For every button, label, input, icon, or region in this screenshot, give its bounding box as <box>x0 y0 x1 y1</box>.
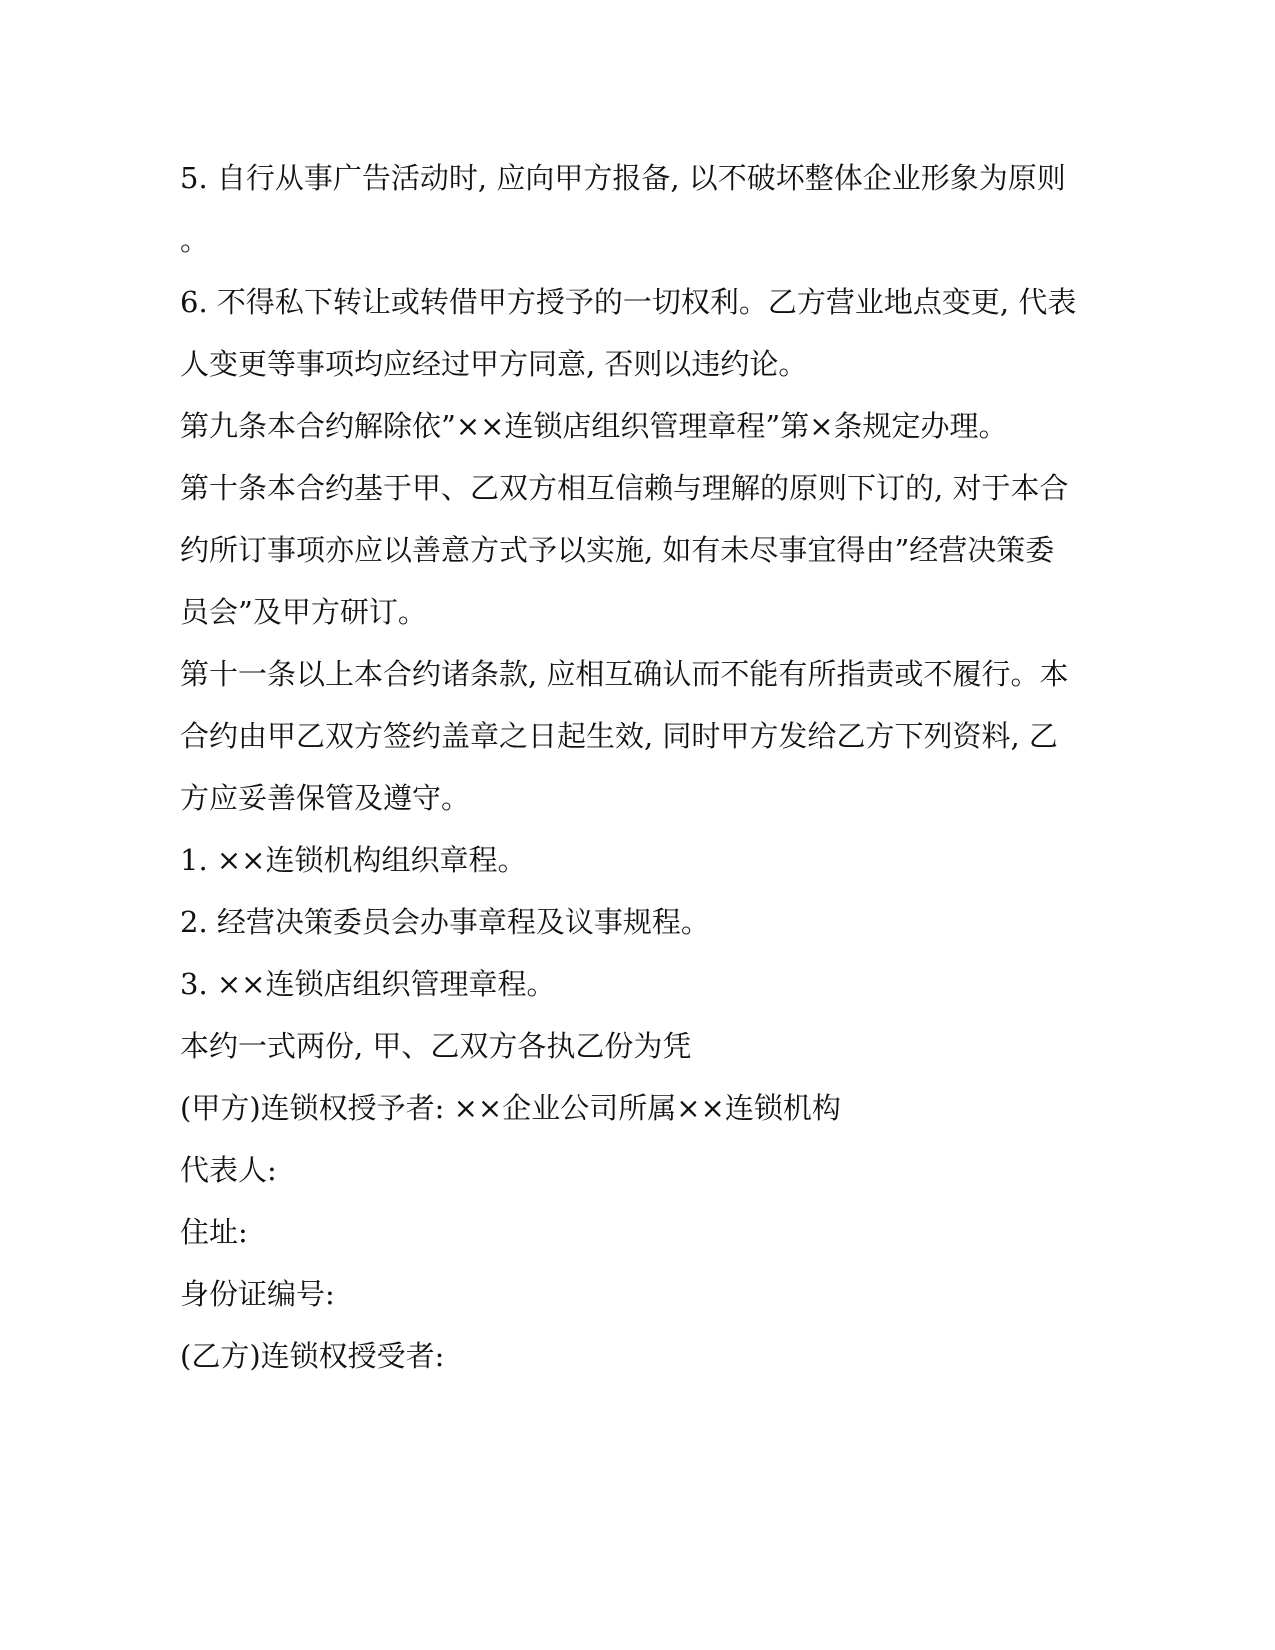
attachment-item-2: 2. 经营决策委员会办事章程及议事规程。 <box>180 905 710 939</box>
id-number-label: 身份证编号: <box>180 1277 335 1311</box>
article-10-line-3: 员会”及甲方研订。 <box>180 595 427 629</box>
party-a-grantor: (甲方)连锁权授予者: ××企业公司所属××连锁机构 <box>180 1091 841 1125</box>
attachment-item-3: 3. ××连锁店组织管理章程。 <box>180 967 556 1001</box>
clause-6-line-2: 人变更等事项均应经过甲方同意, 否则以违约论。 <box>180 347 808 381</box>
clause-5-text: 5. 自行从事广告活动时, 应向甲方报备, 以不破坏整体企业形象为原则 <box>180 161 1066 195</box>
article-10-line-1: 第十条本合约基于甲、乙双方相互信赖与理解的原则下订的, 对于本合 <box>180 471 1069 505</box>
attachment-item-1: 1. ××连锁机构组织章程。 <box>180 843 527 877</box>
article-11-line-1: 第十一条以上本合约诸条款, 应相互确认而不能有所指责或不履行。本 <box>180 657 1069 691</box>
representative-label: 代表人: <box>180 1153 277 1187</box>
clause-5-punctuation: 。 <box>180 223 210 257</box>
article-10-line-2: 约所订事项亦应以善意方式予以实施, 如有未尽事宜得由”经营决策委 <box>180 533 1055 567</box>
address-label: 住址: <box>180 1215 248 1249</box>
article-9-text: 第九条本合约解除依”××连锁店组织管理章程”第×条规定办理。 <box>180 409 1008 443</box>
clause-6-line-1: 6. 不得私下转让或转借甲方授予的一切权利。乙方营业地点变更, 代表 <box>180 285 1077 319</box>
article-11-line-2: 合约由甲乙双方签约盖章之日起生效, 同时甲方发给乙方下列资料, 乙 <box>180 719 1058 753</box>
party-b-grantee: (乙方)连锁权授受者: <box>180 1339 445 1373</box>
copies-statement: 本约一式两份, 甲、乙双方各执乙份为凭 <box>180 1029 692 1063</box>
article-11-line-3: 方应妥善保管及遵守。 <box>180 781 471 815</box>
